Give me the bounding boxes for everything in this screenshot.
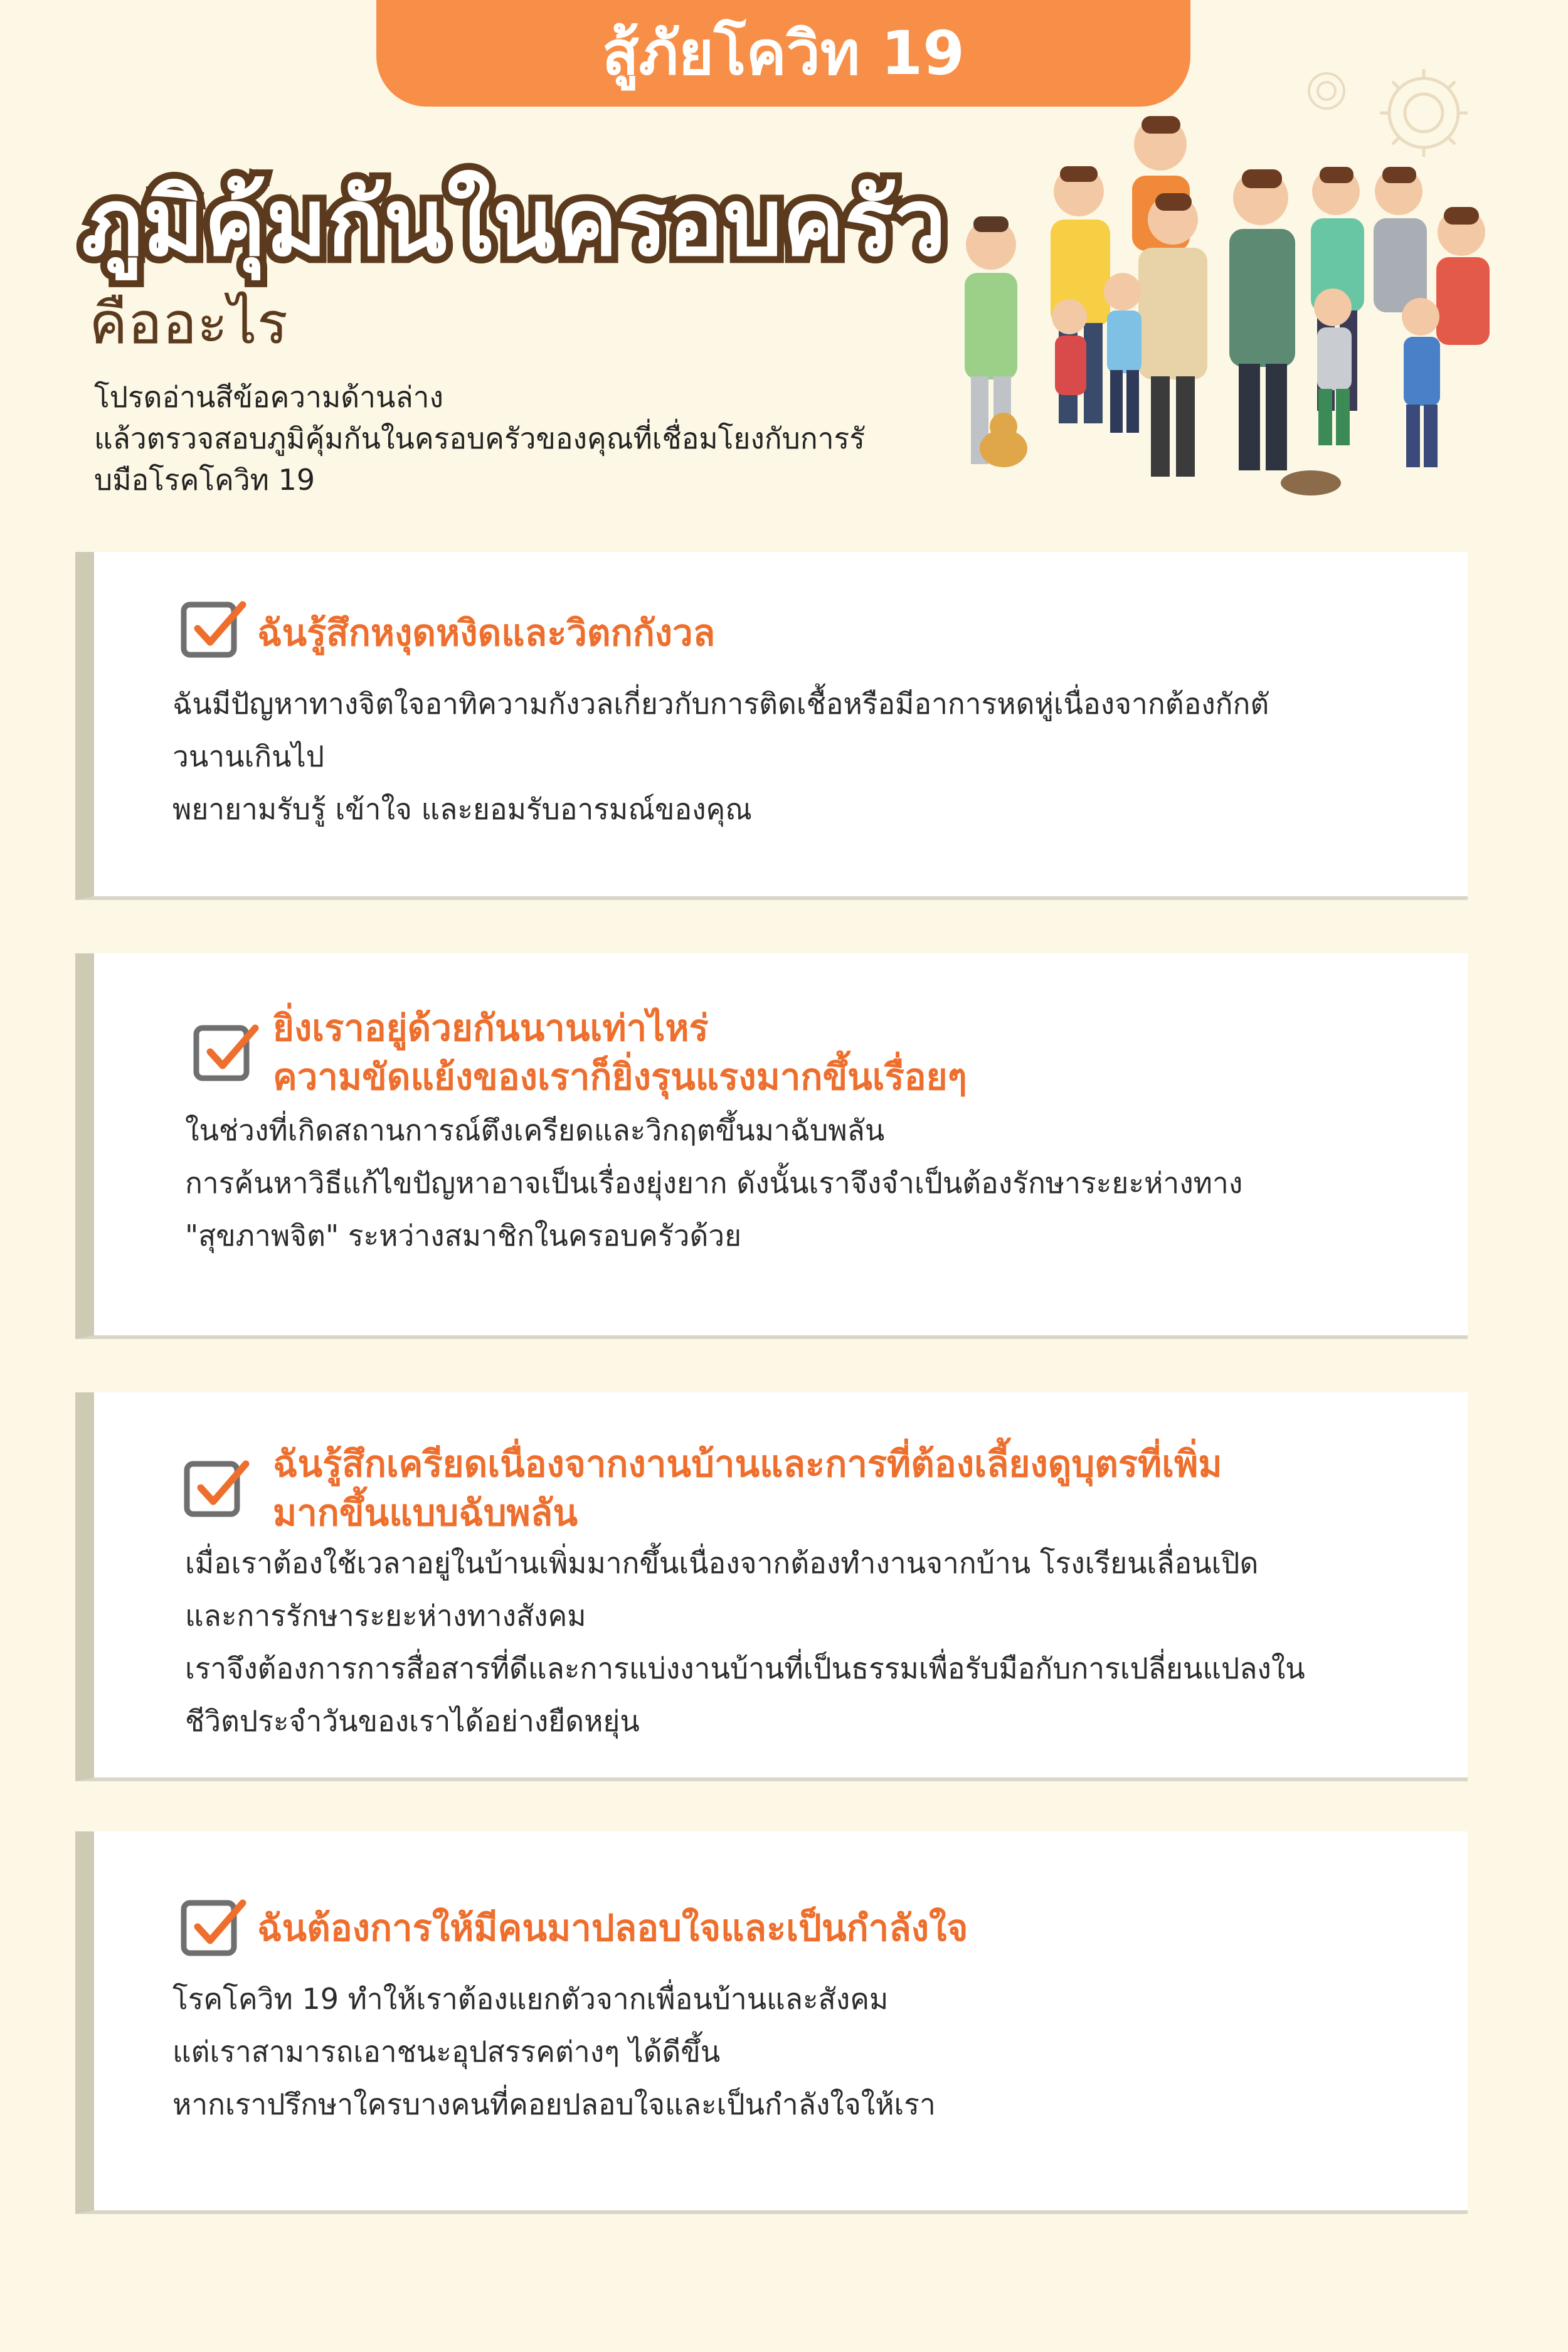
info-card [75,953,1468,1339]
info-card [75,552,1468,900]
card-heading-line: ฉันรู้สึกหงุดหงิดและวิตกกังวล [257,612,716,654]
card-body-line: วนานเกินไป [172,739,324,773]
card-body-line: และการรักษาระยะห่างทางสังคม [185,1599,586,1633]
card-heading [257,608,715,657]
checkbox-checked-icon [179,1894,248,1963]
intro-line: บมือโรคโควิท 19 [94,463,315,497]
card-body [172,1973,936,2131]
card-body-line: เมื่อเราต้องใช้เวลาอยู่ในบ้านเพิ่มมากขึ้นเนื่องจากต้องทำงานจากบ้าน โรงเรียนเลื่อนเปิด [185,1546,1259,1580]
card-heading [257,1904,968,1952]
intro-line: แล้วตรวจสอบภูมิคุ้มกันในครอบครัวของคุณที่เชื่อมโยงกับการรั [94,421,865,455]
card-heading-line: ฉันรู้สึกเครียดเนื่องจากงานบ้านและการที่ต้องเลี้ยงดูบุตรที่เพิ่ม [273,1443,1222,1485]
card-body-line: พยายามรับรู้ เข้าใจ และยอมรับอารมณ์ของคุณ [172,792,752,826]
card-heading-line: มากขึ้นแบบฉับพลัน [273,1491,578,1534]
checkbox-checked-icon [191,1019,260,1088]
card-heading-line: ฉันต้องการให้มีคนมาปลอบใจและเป็นกำลังใจ [257,1907,968,1949]
people-group [965,116,1490,477]
card-body [172,677,1269,835]
card-body-line: การค้นหาวิธีแก้ไขปัญหาอาจเป็นเรื่องยุ่งยาก ดังนั้นเราจึงจำเป็นต้องรักษาระยะห่างทาง [185,1166,1243,1200]
page-subtitle: คืออะไร [89,290,289,357]
card-body-line: เราจึงต้องการการสื่อสารที่ดีและการแบ่งงานบ้านที่เป็นธรรมเพื่อรับมือกับการเปลี่ยนแปลงใน [185,1651,1305,1685]
card-heading [273,1439,1222,1537]
card-body-line: "สุขภาพจิต" ระหว่างสมาชิกในครอบครัวด้วย [185,1219,742,1253]
page-title: ภูมิคุ้มกันในครอบครัว [82,169,946,277]
card-body-line: ชีวิตประจำวันของเราได้อย่างยืดหยุ่น [185,1704,640,1738]
checkbox-checked-icon [179,596,248,665]
checkbox-checked-icon [182,1455,251,1524]
card-body-line: แต่เราสามารถเอาชนะอุปสรรคต่างๆ ได้ดีขึ้น [172,2035,721,2069]
card-body-line: หากเราปรึกษาใครบางคนที่คอยปลอบใจและเป็นกำลังใจให้เรา [172,2087,936,2121]
card-heading [273,1004,967,1101]
cat-icon [1281,470,1341,495]
family-illustration [935,56,1537,508]
virus-icon [1309,73,1344,109]
card-heading-line: ความขัดแย้งของเราก็ยิ่งรุนแรงมากขึ้นเรื่อยๆ [273,1056,967,1098]
card-body-line: ฉันมีปัญหาทางจิตใจอาทิความกังวลเกี่ยวกับการติดเชื้อหรือมีอาการหดหู่เนื่องจากต้องกักตั [172,687,1269,721]
info-card [75,1831,1468,2214]
virus-icon [1380,69,1468,157]
banner-title: สู้ภัยโควิท 19 [601,18,965,88]
intro-line: โปรดอ่านสีข้อความด้านล่าง [94,380,443,414]
info-card [75,1392,1468,1781]
card-body [185,1104,1242,1262]
card-body-line: ในช่วงที่เกิดสถานการณ์ตึงเครียดและวิกฤตขึ้นมาฉับพลัน [185,1113,885,1147]
card-heading-line: ยิ่งเราอยู่ด้วยกันนานเท่าไหร่ [273,1007,709,1049]
intro-text [94,376,909,501]
card-body-line: โรคโควิท 19 ทำให้เราต้องแยกตัวจากเพื่อนบ้านและสังคม [172,1982,889,2016]
card-body [185,1537,1305,1747]
